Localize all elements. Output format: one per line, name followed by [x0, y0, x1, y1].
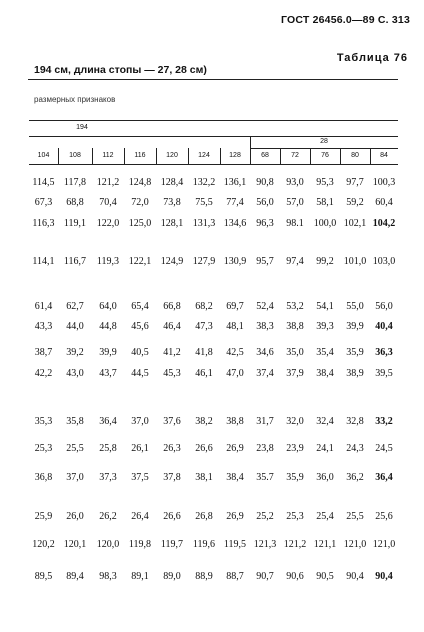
table-cell: 52,4: [256, 301, 274, 312]
table-cell: 119,5: [223, 539, 247, 550]
table-cell: 25,5: [346, 511, 364, 522]
table-cell: 90,6: [286, 571, 304, 582]
table-cell: 25,5: [66, 443, 84, 454]
table-cell: 38,3: [256, 321, 274, 332]
table-cell: 40,4: [375, 321, 393, 332]
table-cell: 89,0: [163, 571, 181, 582]
column-separator: [220, 148, 221, 164]
table-cell: 47,3: [195, 321, 213, 332]
table-cell: 36,3: [375, 347, 393, 358]
table-cell: 36,4: [99, 416, 117, 427]
table-cell: 24,1: [316, 443, 334, 454]
table-cell: 25,2: [256, 511, 274, 522]
table-cell: 73,8: [163, 197, 181, 208]
table-cell: 32,4: [316, 416, 334, 427]
table-cell: 35,3: [34, 416, 53, 427]
table-cell: 25,3: [286, 511, 304, 522]
column-header: 128: [229, 152, 241, 159]
table-cell: 37,9: [286, 368, 304, 379]
table-cell: 119,6: [192, 539, 216, 550]
table-cell: 43,7: [99, 368, 117, 379]
table-cell: 88,7: [226, 571, 244, 582]
table-cell: 23,9: [286, 443, 304, 454]
table-cell: 98,3: [99, 571, 117, 582]
table-cell: 42,2: [34, 368, 53, 379]
column-header: 104: [37, 152, 50, 159]
group-header-foot-length: 28: [320, 138, 328, 145]
table-cell: 25,6: [375, 511, 393, 522]
column-header: 108: [69, 152, 81, 159]
table-cell: 39,9: [99, 347, 117, 358]
document-header: ГОСТ 26456.0—89 С. 313: [280, 14, 410, 26]
column-separator: [370, 148, 371, 164]
column-header: 68: [261, 152, 269, 159]
column-separator: [280, 148, 281, 164]
table-cell: 26,4: [131, 511, 149, 522]
caption-rule: [28, 79, 398, 80]
table-cell: 36,0: [316, 472, 334, 483]
table-cell: 68,8: [66, 197, 84, 208]
column-separator: [58, 148, 59, 164]
table-cell: 88,9: [195, 571, 213, 582]
column-header: 120: [166, 152, 178, 159]
table-cell: 44,0: [66, 321, 84, 332]
table-cell: 119,7: [160, 539, 184, 550]
table-cell: 37,3: [99, 472, 117, 483]
table-cell: 124,9: [160, 256, 184, 267]
table-cell: 116,3: [32, 218, 55, 229]
table-cell: 25,3: [34, 443, 53, 454]
table-cell: 124,8: [128, 177, 152, 188]
table-cell: 48,1: [226, 321, 244, 332]
table-cell: 120,1: [63, 539, 87, 550]
group-header-rule: [29, 136, 398, 137]
table-cell: 39,5: [375, 368, 393, 379]
table-cell: 99,2: [316, 256, 334, 267]
table-cell: 41,8: [195, 347, 213, 358]
table-cell: 102,1: [343, 218, 367, 229]
table-cell: 97,7: [346, 177, 364, 188]
table-cell: 59,2: [346, 197, 364, 208]
table-cell: 121,3: [253, 539, 277, 550]
column-separator: [340, 148, 341, 164]
table-cell: 26,3: [163, 443, 181, 454]
table-cell: 38,8: [286, 321, 304, 332]
table-cell: 121,0: [372, 539, 396, 550]
table-cell: 36,4: [375, 472, 393, 483]
table-cell: 128,4: [160, 177, 184, 188]
table-cell: 90,4: [375, 571, 393, 582]
table-cell: 25,4: [316, 511, 334, 522]
table-cell: 43,3: [34, 321, 53, 332]
table-cell: 40,5: [131, 347, 149, 358]
column-separator: [156, 148, 157, 164]
table-cell: 36,2: [346, 472, 364, 483]
table-cell: 38,1: [195, 472, 213, 483]
column-separator: [92, 148, 93, 164]
table-cell: 98.1: [286, 218, 304, 229]
table-cell: 33,2: [375, 416, 393, 427]
table-cell: 44,5: [131, 368, 149, 379]
table-cell: 132,2: [192, 177, 216, 188]
table-cell: 60,4: [375, 197, 393, 208]
column-header: 72: [291, 152, 299, 159]
table-cell: 69,7: [226, 301, 244, 312]
table-cell: 42,5: [226, 347, 244, 358]
table-cell: 122,1: [128, 256, 152, 267]
table-cell: 103,0: [372, 256, 396, 267]
table-cell: 35,9: [286, 472, 304, 483]
table-label: Таблица 76: [336, 52, 408, 64]
table-cell: 89,5: [34, 571, 53, 582]
table-cell: 38,2: [195, 416, 213, 427]
table-cell: 45,6: [131, 321, 149, 332]
table-cell: 121,2: [283, 539, 307, 550]
table-subcaption: размерных признаков: [34, 95, 116, 104]
table-cell: 53,2: [286, 301, 304, 312]
table-cell: 116,7: [63, 256, 87, 267]
table-cell: 24,3: [346, 443, 364, 454]
table-cell: 100,0: [313, 218, 337, 229]
table-cell: 26,6: [195, 443, 213, 454]
column-header: 116: [134, 152, 146, 159]
table-cell: 35,9: [346, 347, 364, 358]
table-cell: 37,6: [163, 416, 181, 427]
table-cell: 72,0: [131, 197, 149, 208]
table-cell: 90,4: [346, 571, 364, 582]
table-top-rule: [29, 120, 398, 121]
table-cell: 44,8: [99, 321, 117, 332]
table-cell: 96,3: [256, 218, 274, 229]
table-cell: 37,8: [163, 472, 181, 483]
table-cell: 121,2: [96, 177, 120, 188]
table-cell: 37,0: [66, 472, 84, 483]
table-cell: 90,7: [256, 571, 274, 582]
column-header: 112: [102, 152, 114, 159]
table-cell: 35,0: [286, 347, 304, 358]
table-cell: 39,2: [66, 347, 84, 358]
table-cell: 67,3: [34, 197, 53, 208]
table-cell: 114,1: [32, 256, 55, 267]
table-cell: 36,8: [34, 472, 53, 483]
table-cell: 47,0: [226, 368, 244, 379]
column-separator: [310, 148, 311, 164]
table-cell: 23,8: [256, 443, 274, 454]
table-cell: 128,1: [160, 218, 184, 229]
table-cell: 134,6: [223, 218, 247, 229]
table-cell: 68,2: [195, 301, 213, 312]
table-cell: 56,0: [256, 197, 274, 208]
table-cell: 39,3: [316, 321, 334, 332]
table-cell: 121,0: [343, 539, 367, 550]
table-cell: 121,1: [313, 539, 337, 550]
table-cell: 35,8: [66, 416, 84, 427]
table-cell: 77,4: [226, 197, 244, 208]
column-header: 80: [351, 152, 359, 159]
column-header-rule: [29, 164, 398, 165]
table-cell: 35,4: [316, 347, 334, 358]
table-cell: 75,5: [195, 197, 213, 208]
table-cell: 65,4: [131, 301, 149, 312]
table-cell: 100,3: [372, 177, 396, 188]
table-cell: 104,2: [372, 218, 396, 229]
table-cell: 26,1: [131, 443, 149, 454]
table-cell: 38,4: [316, 368, 334, 379]
table-cell: 46,4: [163, 321, 181, 332]
table-cell: 45,3: [163, 368, 181, 379]
table-cell: 120,0: [96, 539, 120, 550]
table-cell: 25,8: [99, 443, 117, 454]
table-cell: 35.7: [256, 472, 274, 483]
table-cell: 101,0: [343, 256, 367, 267]
table-cell: 55,0: [346, 301, 364, 312]
table-cell: 90,8: [256, 177, 274, 188]
table-cell: 131,3: [192, 218, 216, 229]
column-header: 124: [198, 152, 210, 159]
table-cell: 64,0: [99, 301, 117, 312]
table-cell: 97,4: [286, 256, 304, 267]
table-cell: 125,0: [128, 218, 152, 229]
table-cell: 66,8: [163, 301, 181, 312]
column-separator: [250, 148, 251, 164]
table-cell: 114,5: [32, 177, 55, 188]
table-cell: 38,7: [34, 347, 53, 358]
table-cell: 95,3: [316, 177, 334, 188]
table-cell: 24,5: [375, 443, 393, 454]
table-cell: 89,1: [131, 571, 149, 582]
table-cell: 90,5: [316, 571, 334, 582]
table-cell: 46,1: [195, 368, 213, 379]
table-cell: 119,1: [63, 218, 87, 229]
table-cell: 26,0: [66, 511, 84, 522]
table-cell: 119,3: [96, 256, 120, 267]
table-cell: 62,7: [66, 301, 84, 312]
table-cell: 26,2: [99, 511, 117, 522]
column-header: 76: [321, 152, 329, 159]
group-header-stature: 194: [76, 124, 88, 131]
column-separator: [124, 148, 125, 164]
table-cell: 37,4: [256, 368, 274, 379]
table-cell: 41,2: [163, 347, 181, 358]
group-header-sub-rule: [250, 148, 398, 149]
table-cell: 61,4: [34, 301, 53, 312]
table-cell: 89,4: [66, 571, 84, 582]
table-caption: 194 см, длина стопы — 27, 28 см): [34, 64, 207, 76]
table-cell: 95,7: [256, 256, 274, 267]
table-cell: 43,0: [66, 368, 84, 379]
table-cell: 32,0: [286, 416, 304, 427]
table-cell: 25,9: [34, 511, 53, 522]
table-cell: 58,1: [316, 197, 334, 208]
table-cell: 38,8: [226, 416, 244, 427]
table-cell: 122,0: [96, 218, 120, 229]
table-cell: 37,5: [131, 472, 149, 483]
table-cell: 70,4: [99, 197, 117, 208]
table-cell: 32,8: [346, 416, 364, 427]
table-cell: 56,0: [375, 301, 393, 312]
table-cell: 120,2: [32, 539, 55, 550]
table-cell: 26,9: [226, 443, 244, 454]
table-cell: 136,1: [223, 177, 247, 188]
table-cell: 130,9: [223, 256, 247, 267]
table-cell: 117,8: [63, 177, 87, 188]
table-cell: 26,6: [163, 511, 181, 522]
table-cell: 26,8: [195, 511, 213, 522]
table-cell: 38,9: [346, 368, 364, 379]
table-cell: 93,0: [286, 177, 304, 188]
table-cell: 119,8: [128, 539, 152, 550]
column-header: 84: [380, 152, 388, 159]
column-separator: [188, 148, 189, 164]
table-cell: 39,9: [346, 321, 364, 332]
table-cell: 31,7: [256, 416, 274, 427]
table-cell: 127,9: [192, 256, 216, 267]
table-cell: 38,4: [226, 472, 244, 483]
table-cell: 37,0: [131, 416, 149, 427]
table-cell: 54,1: [316, 301, 334, 312]
table-cell: 34,6: [256, 347, 274, 358]
table-cell: 57,0: [286, 197, 304, 208]
table-cell: 26,9: [226, 511, 244, 522]
